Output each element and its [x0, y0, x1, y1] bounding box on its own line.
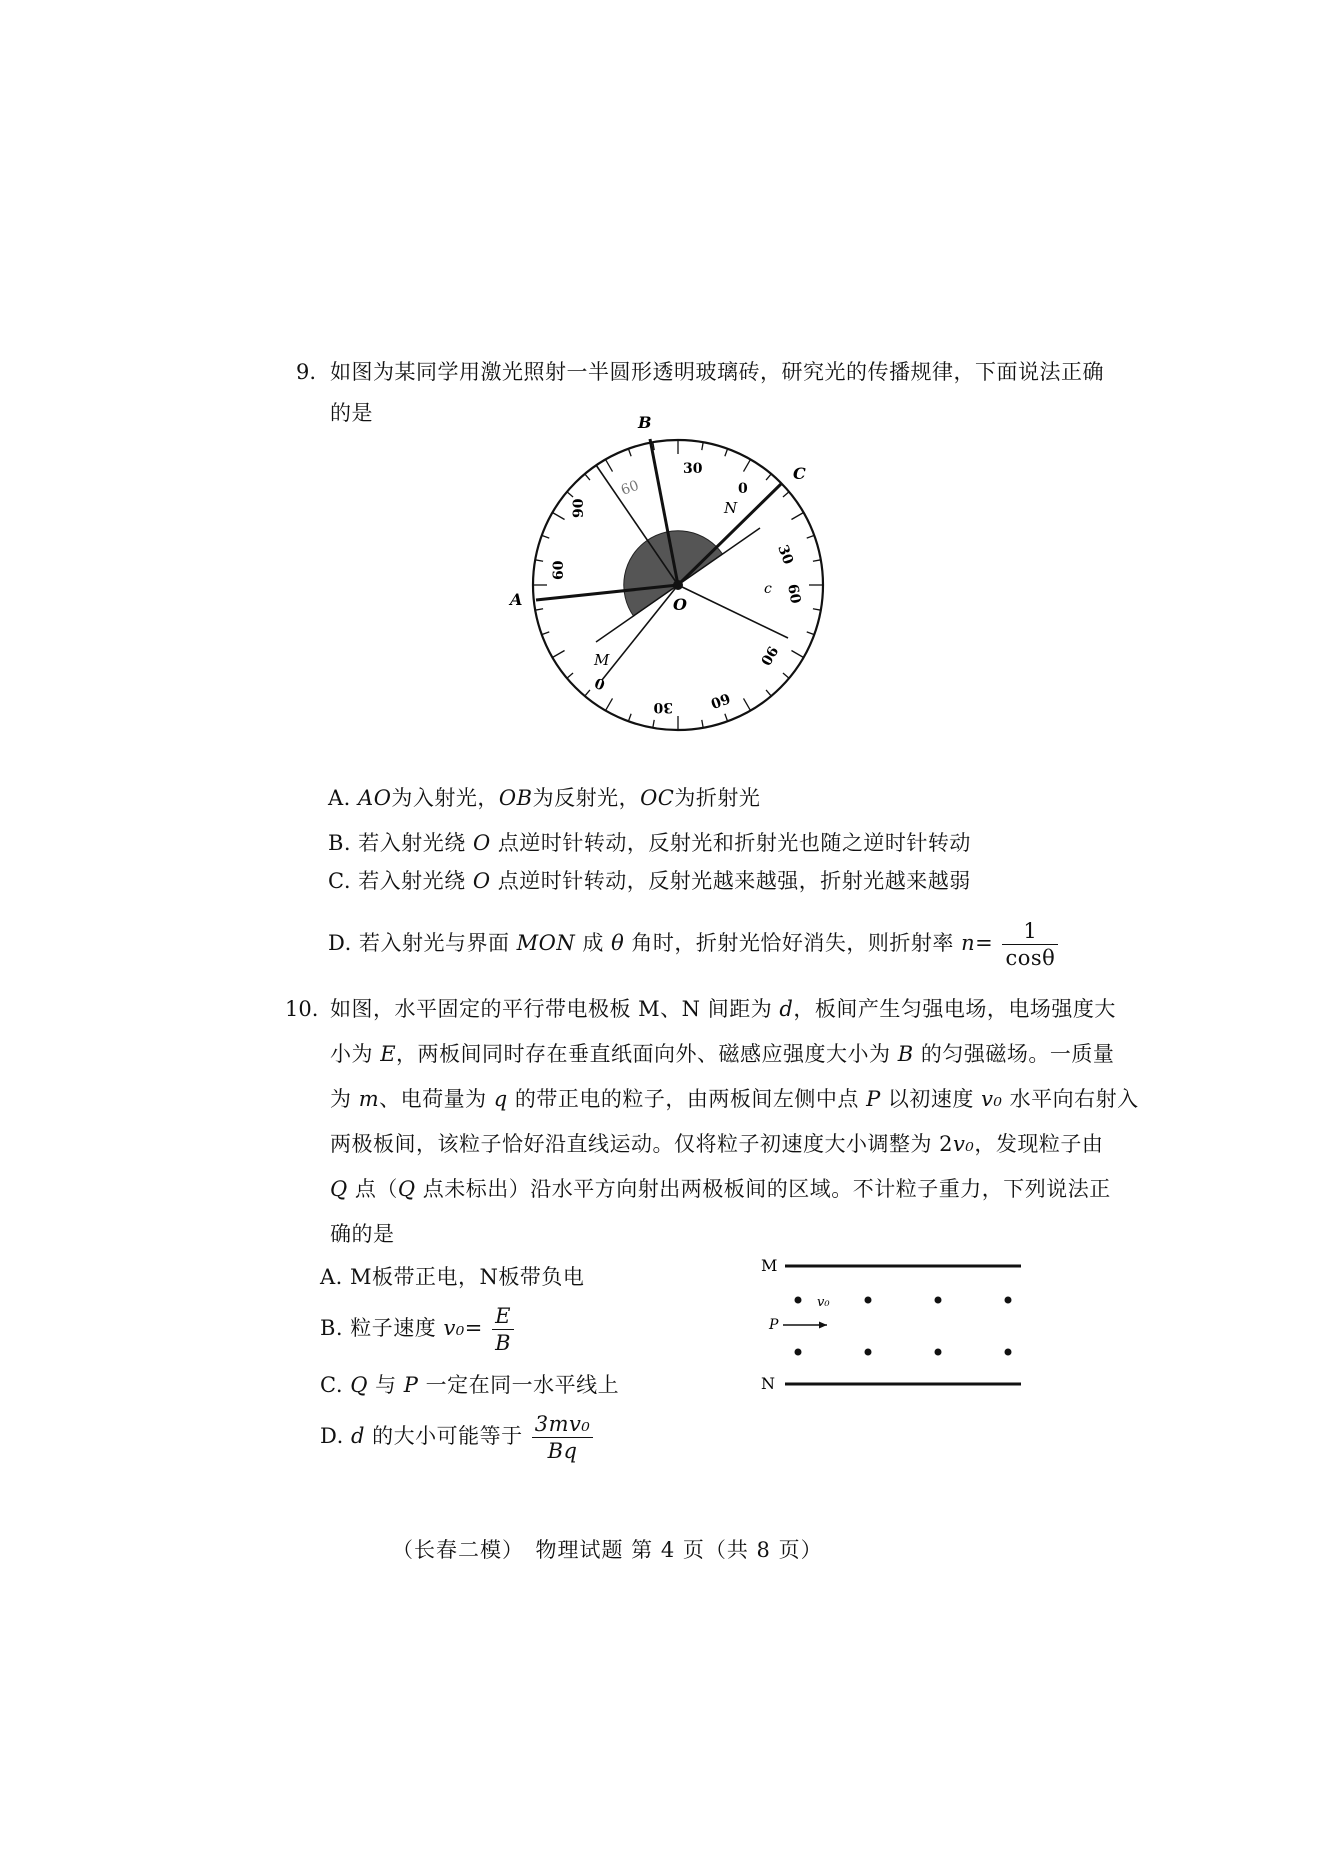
field-dot: [1005, 1349, 1012, 1356]
protractor-tick: [653, 720, 654, 728]
protractor-tick: [585, 474, 590, 480]
protractor-tick: [552, 513, 564, 520]
scale-label: 30: [653, 699, 673, 715]
q10-line2: 小为 E，两板间同时存在垂直纸面向外、磁感应强度大小为 B 的匀强磁场。一质量: [330, 1042, 1115, 1066]
label-M: M: [594, 651, 610, 669]
protractor-tick: [535, 560, 543, 561]
field-dot: [935, 1349, 942, 1356]
protractor-tick: [606, 459, 613, 471]
q9-option-A: A. AO为入射光，OB为反射光，OC为折射光: [328, 786, 761, 810]
protractor-tick: [783, 673, 789, 678]
protractor-tick: [813, 560, 821, 561]
q10-line1: 如图，水平固定的平行带电极板 M、N 间距为 d，板间产生匀强电场，电场强度大: [330, 997, 1116, 1021]
protractor-tick: [702, 442, 703, 450]
velocity-arrowhead: [819, 1322, 827, 1329]
protractor-tick: [567, 673, 573, 678]
scale-label: 60: [551, 560, 567, 580]
q10-option-D: D. d 的大小可能等于 $\frac{\text{3mv₀}}{Bq}$: [320, 1408, 595, 1464]
field-dot: [865, 1297, 872, 1304]
protractor-tick: [552, 651, 564, 658]
velocity-label-v0: v₀: [817, 1295, 830, 1310]
label-C: C: [793, 464, 806, 483]
q10-option-B: B. 粒子速度 v₀= $\frac{E}{B}$: [320, 1300, 516, 1356]
scale-label: 0: [592, 673, 608, 693]
field-dot: [935, 1297, 942, 1304]
label-c: c: [764, 581, 772, 597]
scale-label: 30: [774, 542, 796, 567]
q10-option-C: C. Q 与 P 一定在同一水平线上: [320, 1373, 620, 1397]
label-B: B: [638, 415, 652, 432]
plate-label-M: M: [761, 1256, 778, 1275]
protractor-tick: [766, 690, 771, 696]
protractor-tick: [542, 632, 550, 635]
q10-line4: 两极板间，该粒子恰好沿直线运动。仅将粒子初速度大小调整为 2v₀，发现粒子由: [330, 1132, 1104, 1156]
protractor-tick: [725, 714, 728, 722]
center-point-O: [673, 580, 683, 590]
q9-stem-line2: 的是: [330, 401, 373, 425]
q9-D-fraction: $\frac{1}{\cos\theta}$: [1002, 918, 1058, 971]
protractor-tick: [567, 492, 573, 497]
q9-stem-line1: 如图为某同学用激光照射一半圆形透明玻璃砖，研究光的传播规律，下面说法正确: [330, 360, 1104, 384]
label-A: A: [510, 590, 523, 609]
protractor-tick: [628, 714, 631, 722]
q10-D-fraction: $\frac{\text{3mv₀}}{Bq}$: [532, 1411, 594, 1464]
protractor-tick: [585, 690, 590, 696]
protractor-tick: [744, 698, 751, 710]
particle-label-P: P: [769, 1317, 779, 1333]
label-O: O: [673, 595, 687, 614]
protractor-tick: [702, 720, 703, 728]
plate-label-N: N: [761, 1374, 775, 1390]
scale-label: 60: [784, 582, 804, 605]
protractor-tick: [744, 459, 751, 471]
scale-label: 60: [708, 689, 733, 711]
q10-line5: Q 点（Q 点未标出）沿水平方向射出两极板间的区域。不计粒子重力，下列说法正: [330, 1177, 1111, 1201]
protractor-tick: [791, 651, 803, 658]
page-footer: （长春二模） 物理试题 第 4 页（共 8 页）: [392, 1538, 823, 1562]
protractor-tick: [725, 449, 728, 457]
protractor-tick: [606, 698, 613, 710]
protractor-tick: [628, 449, 631, 457]
label-N: N: [724, 499, 738, 517]
q9-number: 9.: [296, 360, 317, 384]
protractor-tick: [535, 609, 543, 610]
field-dot: [865, 1349, 872, 1356]
q10-diagram: [755, 1250, 1035, 1390]
protractor-tick: [807, 632, 815, 635]
q10-B-fraction: $\frac{E}{B}$: [492, 1303, 514, 1356]
q10-line6: 确的是: [330, 1222, 395, 1246]
protractor-tick: [542, 535, 550, 538]
q9-option-D: D. 若入射光与界面 MON 成 θ 角时，折射光恰好消失，则折射率 n= $\frac{1}{\cos\theta}$: [328, 913, 1060, 973]
protractor-tick: [807, 535, 815, 538]
field-dot: [1005, 1297, 1012, 1304]
field-dot: [795, 1297, 802, 1304]
scale-label: 90: [756, 643, 781, 668]
scale-label: 60: [618, 477, 642, 499]
protractor-tick: [813, 609, 821, 610]
scale-label: 0: [738, 481, 748, 497]
q10-option-A: A. M板带正电，N板带负电: [320, 1265, 585, 1289]
field-dot: [795, 1349, 802, 1356]
protractor-tick: [766, 474, 771, 480]
scale-label: 90: [571, 498, 587, 518]
protractor-tick: [783, 492, 789, 497]
q9-option-C: C. 若入射光绕 O 点逆时针转动，反射光越来越强，折射光越来越弱: [328, 869, 971, 893]
q9-diagram: [500, 415, 880, 745]
q10-number: 10.: [285, 997, 319, 1021]
q10-line3: 为 m、电荷量为 q 的带正电的粒子，由两板间左侧中点 P 以初速度 v₀ 水平向右射入: [330, 1087, 1139, 1111]
protractor-tick: [791, 513, 803, 520]
scale-label: 30: [683, 461, 703, 477]
q9-option-B: B. 若入射光绕 O 点逆时针转动，反射光和折射光也随之逆时针转动: [328, 831, 971, 855]
